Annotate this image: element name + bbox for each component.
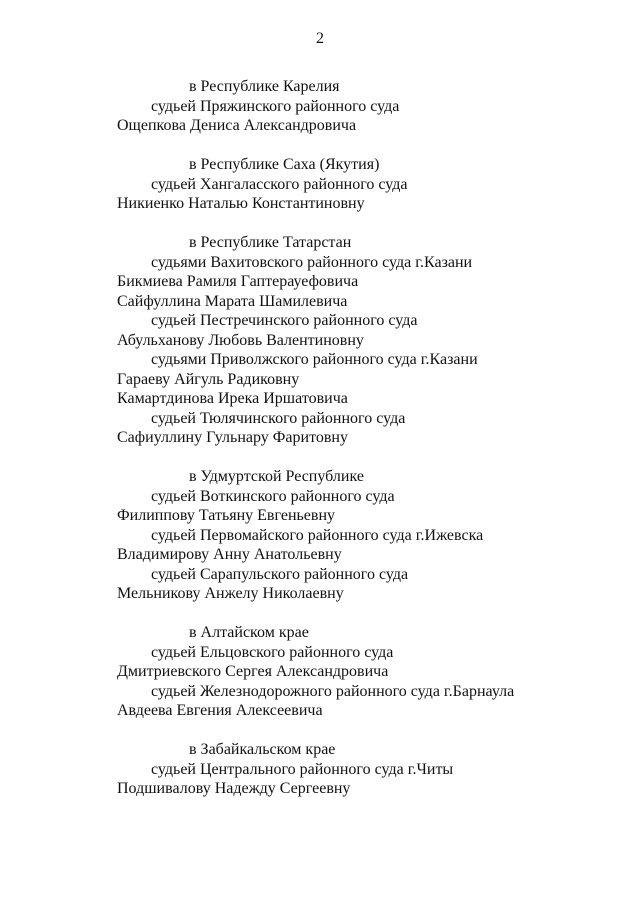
region-section — [0, 233, 640, 448]
court-line: судьей Пряжинского районного суда — [151, 97, 400, 115]
region-section — [0, 623, 640, 721]
judge-name: Никиенко Наталью Константиновну — [117, 195, 365, 212]
region-heading: в Удмуртской Республике — [189, 468, 364, 485]
region-heading: в Республике Карелия — [189, 78, 340, 95]
region-heading: в Республике Татарстан — [189, 234, 352, 251]
judge-name: Владимирову Анну Анатольевну — [117, 546, 342, 563]
court-line: судьями Приволжского районного суда г.Казани — [151, 351, 478, 368]
judge-name: Мельникову Анжелу Николаевну — [117, 585, 344, 602]
region-section — [0, 155, 640, 214]
region-heading: в Алтайском крае — [189, 624, 309, 641]
court-line: судьей Центрального районного суда г.Читы — [151, 760, 454, 778]
court-line: судьей Ельцовского районного суда — [151, 643, 394, 661]
judge-name: Сайфуллина Марата Шамилевича — [117, 292, 348, 310]
judge-name: Ощепкова Дениса Александровича — [117, 117, 357, 134]
court-line: судьей Железнодорожного районного суда г.Барнаула — [151, 682, 515, 700]
court-line: судьями Вахитовского районного суда г.Казани — [151, 253, 473, 271]
judge-name: Камартдинова Ирека Иршатовича — [117, 390, 348, 407]
court-line: судьей Воткинского районного суда — [151, 487, 395, 505]
court-line: судьей Сарапульского районного суда — [151, 565, 409, 583]
judge-name: Авдеева Евгения Алексеевича — [117, 702, 323, 719]
judge-name: Дмитриевского Сергея Александровича — [117, 663, 389, 680]
judge-name: Абульханову Любовь Валентиновну — [117, 331, 364, 349]
court-line: судьей Тюлячинского районного суда — [151, 409, 406, 427]
region-section — [0, 740, 640, 799]
judge-name: Подшивалову Надежду Сергеевну — [117, 780, 351, 797]
region-heading: в Забайкальском крае — [189, 741, 336, 758]
region-section — [0, 77, 640, 136]
page-number: 2 — [316, 30, 324, 47]
appointment-list — [0, 77, 640, 818]
region-section — [0, 467, 640, 604]
judge-name: Бикмиева Рамиля Гаптерауефовича — [117, 273, 359, 290]
court-line: судьей Пестречинского районного суда — [151, 312, 418, 329]
judge-name: Филиппову Татьяну Евгеньевну — [117, 507, 336, 524]
court-line: судьей Первомайского районного суда г.Ижевска — [151, 526, 484, 544]
judge-name: Гараеву Айгуль Радиковну — [117, 370, 300, 388]
region-heading: в Республике Саха (Якутия) — [189, 156, 380, 173]
court-line: судьей Хангаласского районного суда — [151, 175, 408, 193]
judge-name: Сафиуллину Гульнару Фаритовну — [117, 429, 348, 446]
